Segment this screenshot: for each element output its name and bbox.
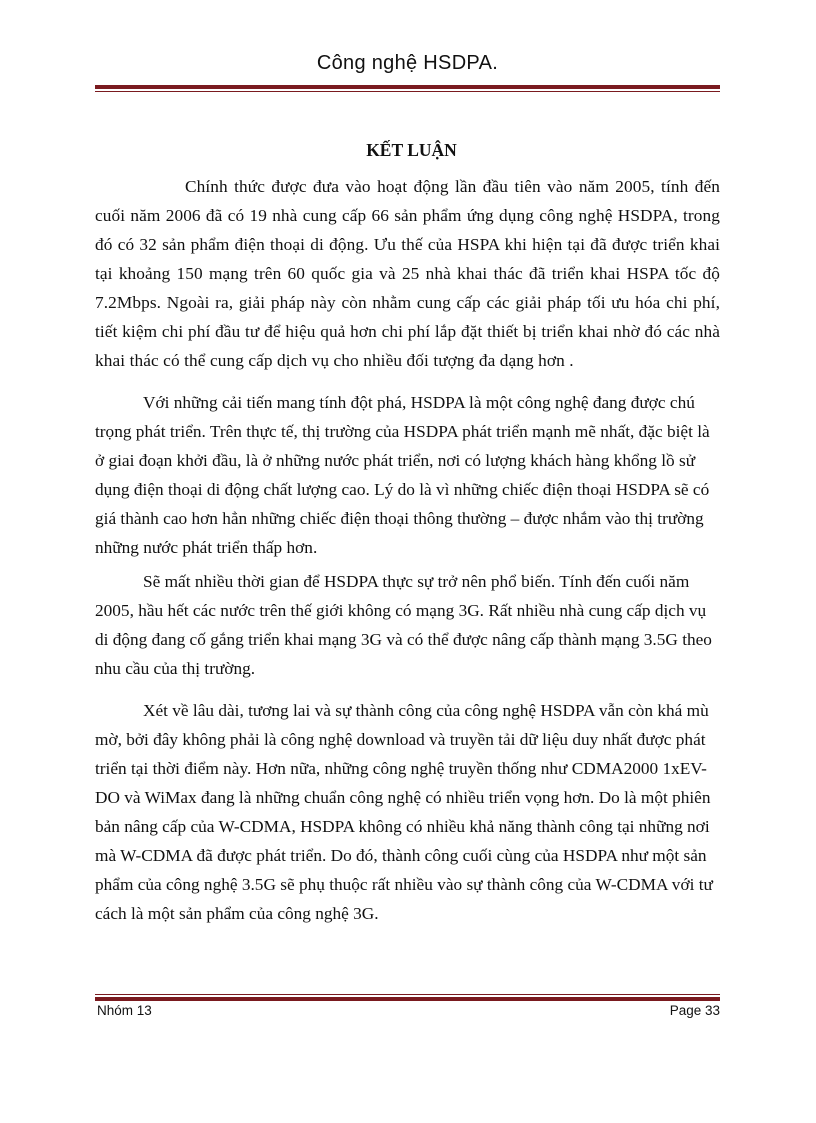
footer-divider-thin	[95, 994, 720, 995]
footer-group-name: Nhóm 13	[97, 1003, 152, 1018]
section-heading: KẾT LUẬN	[366, 140, 457, 160]
footer-page-number: Page 33	[669, 1003, 720, 1018]
paragraph-3: Sẽ mất nhiều thời gian để HSDPA thực sự trở nên phổ biến. Tính đến cuối năm 2005, hầu hết các nước trên thế giới không có mạng 3G. Rất nhiều nhà cung cấp dịch vụ di động đang cố gắng triển khai mạng 3G và có thể được nâng cấp thành mạng 3.5G theo nhu cầu của thị trường.	[95, 572, 712, 678]
paragraph-2: Với những cải tiến mang tính đột phá, HSDPA là một công nghệ đang được chú trọng phát triển. Trên thực tế, thị trường của HSDPA phát triển mạnh mẽ nhất, đặc biệt là ở giai đoạn khởi đầu, là ở những nước phát triển, nơi có lượng khách hàng khổng lồ sử dụng điện thoại di động chất lượng cao. Lý do là vì những chiếc điện thoại HSDPA sẽ có giá thành cao hơn hẳn những chiếc điện thoại thông thường – được nhắm vào thị trường những nước phát triển thấp hơn.	[95, 393, 710, 557]
header-divider	[95, 85, 720, 92]
paragraph-1: Chính thức được đưa vào hoạt động lần đầu tiên vào năm 2005, tính đến cuối năm 2006 đã có 19 nhà cung cấp 66 sản phẩm ứng dụng công nghệ HSDPA, trong đó có 32 sản phẩm điện thoại di động. Ưu thế của HSPA khi hiện tại đã được triển khai tại khoảng 150 mạng trên 60 quốc gia và 25 nhà khai thác đã triển khai HSPA tốc độ 7.2Mbps. Ngoài ra, giải pháp này còn nhằm cung cấp các giải pháp tối ưu hóa chi phí, tiết kiệm chi phí đầu tư để hiệu quả hơn chi phí lắp đặt thiết bị triển khai nhờ đó các nhà khai thác có thể cung cấp dịch vụ cho nhiều đối tượng đa dạng hơn .	[95, 177, 720, 370]
header-divider-thin	[95, 91, 720, 92]
document-body	[95, 138, 720, 928]
footer-divider-thick	[95, 997, 720, 1001]
paragraph-4: Xét về lâu dài, tương lai và sự thành công của công nghệ HSDPA vẫn còn khá mù mờ, bởi đây không phải là công nghệ download và truyền tải dữ liệu duy nhất được phát triển tại thời điểm này. Hơn nữa, những công nghệ truyền thống như CDMA2000 1xEV-DO và WiMax đang là những chuẩn công nghệ có nhiều triển vọng hơn. Do là một phiên bản nâng cấp của W-CDMA, HSDPA không có nhiều khả năng thành công tại những nơi mà W-CDMA đã được phát triển. Do đó, thành công cuối cùng của HSDPA như một sản phẩm của công nghệ 3.5G sẽ phụ thuộc rất nhiều vào sự thành công của W-CDMA với tư cách là một sản phẩm của công nghệ 3G.	[95, 701, 713, 923]
header-divider-thick	[95, 85, 720, 89]
page-header-title: Công nghệ HSDPA.	[316, 52, 499, 74]
footer-divider	[95, 994, 720, 1001]
